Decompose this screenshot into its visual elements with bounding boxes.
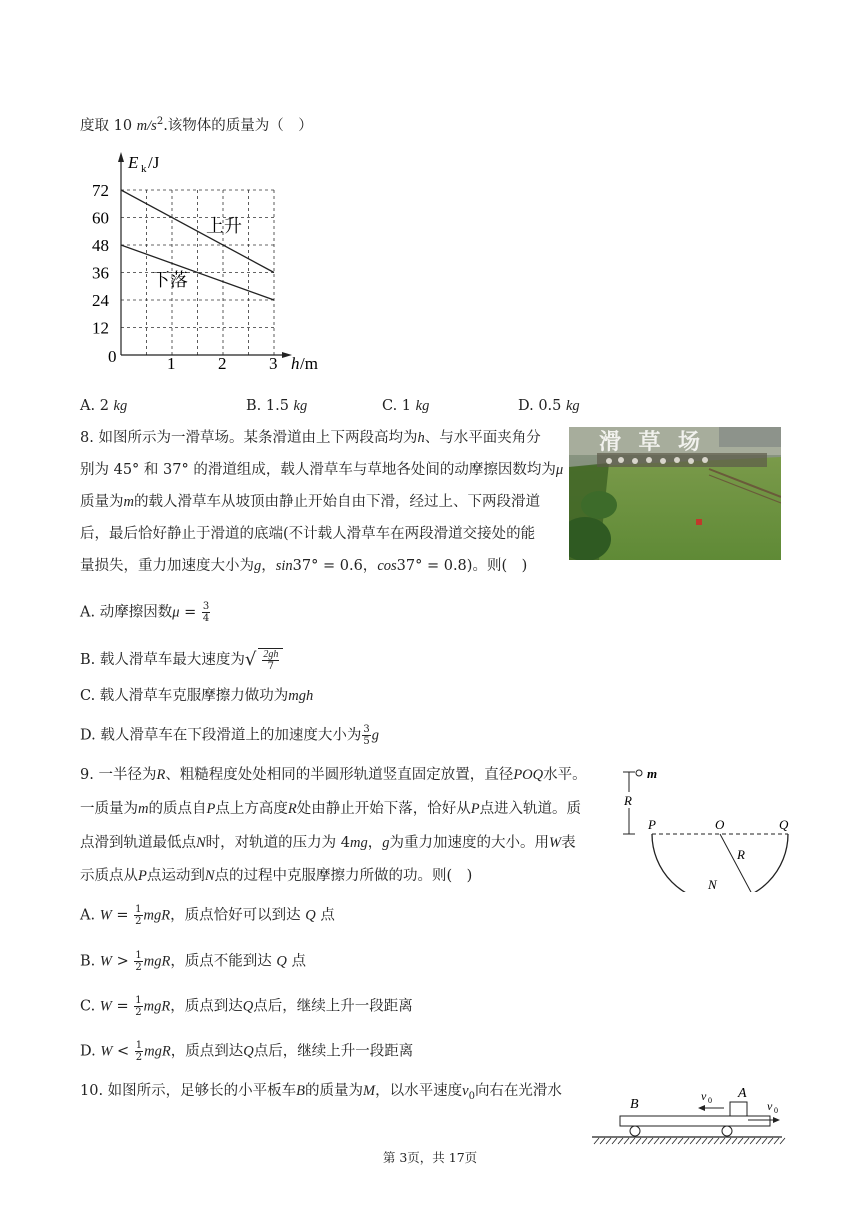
q8-line-3: 质量为m的载人滑草车从坡顶由静止开始自由下滑，经过上、下两段滑道: [80, 494, 540, 510]
fig-label-v-left-sub: 0: [708, 1096, 712, 1105]
fig-label-B: B: [630, 1097, 639, 1112]
q9-option-d[interactable]: D. W < $\frac{1}{2}$ mgR，质点到达Q点后，继续上升一段距离: [80, 1040, 414, 1063]
ground-hatch: [714, 1138, 719, 1144]
q9-line-3: 点滑到轨道最低点N时，对轨道的压力为 4mg，g为重力加速度的大小。用W表: [80, 835, 576, 851]
y-tick-label: 48: [92, 236, 109, 255]
q9-line-2: 一质量为m的质点自P点上方高度R处由静止开始下落，恰好从P点进入轨道。质: [80, 801, 582, 817]
fig-label-Q: Q: [779, 817, 789, 832]
fig-label-P: P: [648, 817, 656, 832]
y-tick-label: 72: [92, 181, 109, 200]
ground-hatch: [618, 1138, 623, 1144]
y-axis-arrow: [118, 152, 124, 162]
q8-option-d[interactable]: D. 载人滑草车在下段滑道上的加速度大小为 $\frac{3}{5}$ g: [80, 724, 379, 747]
y-axis-label-sub: k: [141, 163, 147, 175]
q7-tail-line: 度取 10 $m/s^2$.该物体的质量为（ ）: [80, 116, 313, 134]
y-tick-label: 36: [92, 263, 109, 283]
cart-B: [620, 1116, 770, 1126]
ground-hatch: [666, 1138, 671, 1144]
ground-hatch: [684, 1138, 689, 1144]
x-tick-label: 3: [269, 354, 278, 373]
fig-label-v-left: v: [701, 1089, 707, 1103]
q8-option-a[interactable]: A. 动摩擦因数μ = $\frac{3}{4}$: [80, 601, 210, 624]
x-axis-label: h: [291, 354, 300, 373]
y-tick-label: 60: [92, 208, 109, 228]
block-A: [730, 1102, 747, 1116]
q9-line-4: 示质点从P点运动到N点的过程中克服摩擦力所做的功。则( ): [80, 868, 473, 884]
y-tick-label: 24: [92, 291, 109, 310]
q8-option-b[interactable]: B. 载人滑草车最大速度为√ $\frac{2gh}{7}$: [80, 648, 283, 672]
q8-line-2: 别为 45° 和 37° 的滑道组成，载人滑草车与草地各处间的动摩擦因数均为μ: [80, 462, 564, 478]
y-tick-label: 12: [92, 318, 109, 338]
ground-hatch: [690, 1138, 695, 1144]
ground-hatch: [726, 1138, 731, 1144]
ground-hatch: [720, 1138, 725, 1144]
wheel-right: [722, 1126, 732, 1136]
photo-sign-text: 滑 草 场: [599, 429, 707, 454]
ground-hatch: [630, 1138, 635, 1144]
q7-option-c[interactable]: C. 1 kg: [382, 398, 430, 414]
x-tick-label: 1: [167, 354, 176, 373]
ground-hatch: [648, 1138, 653, 1144]
ground-hatch: [744, 1138, 749, 1144]
grass-ski-photo: [569, 427, 781, 560]
ground-hatch: [762, 1138, 767, 1144]
fig-label-v-right-sub: 0: [774, 1106, 778, 1115]
ground-hatch: [708, 1138, 713, 1144]
q7-option-d[interactable]: D. 0.5 kg: [518, 398, 580, 414]
fig-label-N: N: [708, 877, 717, 892]
cart-block-figure: [590, 1080, 790, 1150]
q9-option-c[interactable]: C. W = $\frac{1}{2}$ mgR，质点到达Q点后，继续上升一段距离: [80, 995, 413, 1018]
ground-hatch: [756, 1138, 761, 1144]
q9-line-1: 9. 一半径为R、粗糙程度处处相同的半圆形轨道竖直固定放置，直径POQ水平。: [80, 767, 587, 783]
ground-hatch: [678, 1138, 683, 1144]
ground-hatch: [732, 1138, 737, 1144]
x-axis-label-unit: /m: [300, 354, 318, 373]
fig-label-m: m: [647, 766, 658, 781]
semicircle-track: [652, 834, 788, 892]
ground-hatch: [654, 1138, 659, 1144]
q7-option-b[interactable]: B. 1.5 kg: [246, 398, 308, 414]
semicircle-track-figure: [612, 762, 802, 892]
q8-option-c[interactable]: C. 载人滑草车克服摩擦力做功为mgh: [80, 688, 314, 704]
q9-option-b[interactable]: B. W > $\frac{1}{2}$ mgR，质点不能到达 Q 点: [80, 950, 307, 973]
ground-hatch: [768, 1138, 773, 1144]
ground-hatch: [660, 1138, 665, 1144]
ground-hatch: [750, 1138, 755, 1144]
q9-option-a[interactable]: A. W = $\frac{1}{2}$ mgR，质点恰好可以到达 Q 点: [80, 904, 335, 927]
ground-hatch: [642, 1138, 647, 1144]
ground-hatch: [780, 1138, 785, 1144]
ground-hatch: [624, 1138, 629, 1144]
fig-label-height-R: R: [624, 793, 632, 808]
q10-line-1: 10. 如图所示，足够长的小平板车B的质量为M，以水平速度$v_0$向右在光滑水: [80, 1083, 562, 1102]
ground-hatch: [600, 1138, 605, 1144]
ground-hatch: [696, 1138, 701, 1144]
label-up: 上升: [206, 216, 242, 236]
fig-label-v-right: v: [767, 1099, 773, 1113]
page-footer: 第 3页，共 17页: [382, 1150, 478, 1165]
label-down: 下落: [152, 270, 188, 290]
ground-hatch: [672, 1138, 677, 1144]
origin-label: 0: [108, 347, 117, 366]
fig-label-A: A: [738, 1086, 747, 1101]
ground-hatch: [594, 1138, 599, 1144]
q8-line-5: 量损失，重力加速度大小为g，sin37° = 0.6，cos37° = 0.8)。则( ): [80, 558, 528, 574]
fig-label-radius-R: R: [737, 847, 745, 862]
ground-hatch: [738, 1138, 743, 1144]
q7-option-a[interactable]: A. 2 kg: [80, 398, 128, 414]
ground-hatch: [612, 1138, 617, 1144]
series-line-down: [121, 245, 274, 300]
ground-hatch: [702, 1138, 707, 1144]
y-axis-label: E: [128, 153, 139, 172]
fig-label-O: O: [715, 817, 725, 832]
ground-hatch: [606, 1138, 611, 1144]
q8-line-4: 后，最后恰好静止于滑道的底端(不计载人滑草车在两段滑道交接处的能: [80, 526, 536, 542]
radius-line: [720, 834, 752, 892]
ek-h-graph: [80, 140, 340, 380]
ground-hatch: [636, 1138, 641, 1144]
particle-dot: [636, 770, 642, 776]
wheel-left: [630, 1126, 640, 1136]
x-tick-label: 2: [218, 354, 227, 373]
q8-line-1: 8. 如图所示为一滑草场。某条滑道由上下两段高均为h、与水平面夹角分: [80, 430, 541, 446]
y-axis-label-unit: /J: [148, 153, 160, 172]
ground-hatch: [774, 1138, 779, 1144]
